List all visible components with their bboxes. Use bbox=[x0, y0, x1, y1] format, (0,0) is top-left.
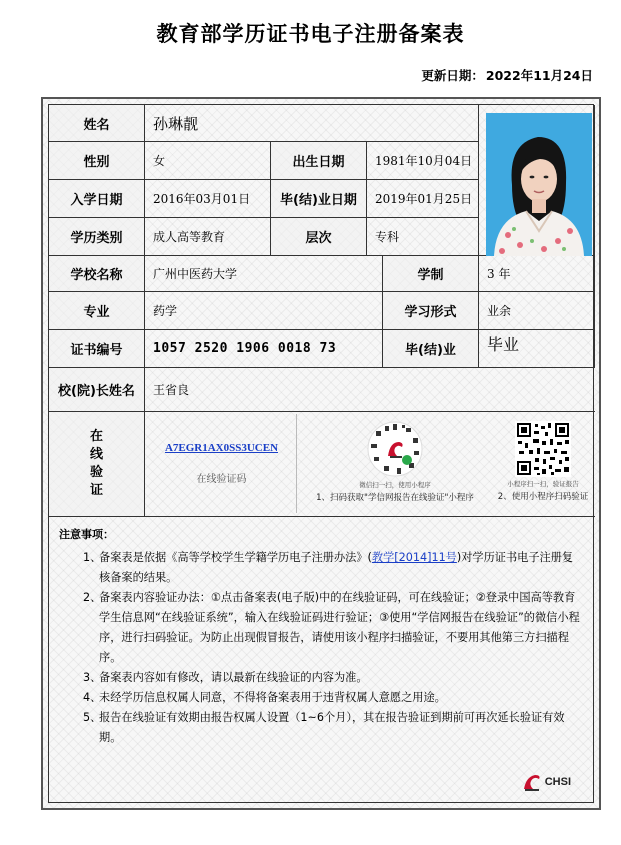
form-label: 学习形式 bbox=[383, 292, 479, 330]
major-label: 专业 bbox=[49, 292, 145, 330]
chsi-logo bbox=[521, 772, 571, 792]
name-value: 孙琳靓 bbox=[145, 105, 479, 142]
note-text: 备案表内容如有修改，请以最新在线验证的内容为准。 bbox=[99, 671, 368, 684]
page-title: 教育部学历证书电子注册备案表 bbox=[156, 22, 465, 46]
birth-label: 出生日期 bbox=[271, 142, 367, 180]
name-label: 姓名 bbox=[49, 105, 145, 142]
verify-char: 线 bbox=[89, 447, 103, 462]
status-label: 毕(结)业 bbox=[383, 330, 479, 368]
note-number: 2、 bbox=[83, 591, 102, 604]
verify-code-box bbox=[147, 414, 297, 513]
chsi-logo-icon bbox=[521, 772, 543, 792]
portrait-image bbox=[486, 113, 592, 256]
note-text: 未经学历信息权属人同意，不得将备案表用于违背权属人意愿之用途。 bbox=[99, 691, 446, 704]
school-value: 广州中医药大学 bbox=[145, 256, 383, 292]
note-text: 报告在线验证有效期由报告权属人设置（1~6个月），其在报告验证到期前可再次延长验证有效期。 bbox=[99, 711, 565, 744]
verify-area bbox=[145, 412, 595, 517]
level-label: 层次 bbox=[271, 218, 367, 256]
gender-value: 女 bbox=[145, 142, 271, 180]
president-value: 王省良 bbox=[145, 368, 595, 412]
edu-type-label: 学历类别 bbox=[49, 218, 145, 256]
edu-type-value: 成人高等教育 bbox=[145, 218, 271, 256]
mini-program-step: 1、扫码获取"学信网报告在线验证"小程序 bbox=[316, 493, 474, 503]
note-number: 3、 bbox=[83, 671, 102, 684]
qr-box bbox=[493, 414, 593, 513]
record-frame bbox=[41, 97, 601, 810]
notes-title: 注意事项： bbox=[59, 528, 114, 541]
major-value: 药学 bbox=[145, 292, 383, 330]
president-label: 校(院)长姓名 bbox=[49, 368, 145, 412]
note-text: )对学历证书电子注册复核备案的结果。 bbox=[99, 551, 574, 584]
qr-hint: 小程序扫一扫，验证报告 bbox=[507, 480, 579, 488]
update-date-value: 2022年11月24日 bbox=[485, 68, 593, 83]
cert-number: 1057 2520 1906 0018 73 bbox=[145, 330, 383, 368]
note-item bbox=[59, 548, 581, 588]
mini-program-hint: 微信扫一扫，使用小程序 bbox=[359, 481, 431, 489]
mini-program-code-icon[interactable] bbox=[366, 420, 424, 478]
student-photo bbox=[486, 113, 592, 256]
note-item bbox=[59, 668, 581, 688]
cert-label: 证书编号 bbox=[49, 330, 145, 368]
record-table bbox=[48, 104, 594, 803]
form-value: 业余 bbox=[479, 292, 595, 330]
note-number: 1、 bbox=[83, 551, 102, 564]
verify-char: 在 bbox=[89, 429, 103, 444]
grad-value: 2019年01月25日 bbox=[367, 180, 479, 218]
note-text: 备案表是依据《高等学校学生学籍学历电子注册办法》( bbox=[99, 551, 372, 564]
verify-label bbox=[49, 412, 145, 517]
gender-label: 性别 bbox=[49, 142, 145, 180]
note-text: 备案表内容验证办法：①点击备案表(电子版)中的在线验证码，可在线验证；②登录中国高等教育学生信息网“在线验证系统”，输入在线验证码进行验证；③使用“学信网报告在线验证”的微信小程序，进行扫码验证。为防止出现假冒报告，请使用该小程序扫描验证，不要用其他第三方扫描程序。 bbox=[99, 591, 580, 664]
note-item bbox=[59, 688, 581, 708]
verify-char: 验 bbox=[89, 465, 103, 480]
grad-label: 毕(结)业日期 bbox=[271, 180, 367, 218]
mini-program-box bbox=[305, 414, 485, 513]
qr-step: 2、使用小程序扫码验证 bbox=[497, 492, 589, 502]
update-date-label: 更新日期： bbox=[421, 68, 484, 83]
birth-value: 1981年10月04日 bbox=[367, 142, 479, 180]
duration-label: 学制 bbox=[383, 256, 479, 292]
notes-section bbox=[49, 517, 595, 804]
note-item bbox=[59, 588, 581, 668]
enroll-label: 入学日期 bbox=[49, 180, 145, 218]
status-value: 毕业 bbox=[479, 330, 595, 368]
note-item bbox=[59, 708, 581, 748]
verify-code-caption: 在线验证码 bbox=[196, 474, 247, 485]
school-label: 学校名称 bbox=[49, 256, 145, 292]
note-number: 4、 bbox=[83, 691, 102, 704]
level-value: 专科 bbox=[367, 218, 479, 256]
update-date bbox=[421, 66, 593, 84]
regulation-link[interactable]: 教学[2014]11号 bbox=[371, 551, 457, 564]
note-number: 5、 bbox=[83, 711, 102, 724]
chsi-logo-text: CHSI bbox=[544, 776, 571, 788]
duration-value: 3 年 bbox=[479, 256, 595, 292]
verify-code-link[interactable]: A7EGR1AX0SS3UCEN bbox=[164, 442, 279, 454]
qr-code-icon[interactable] bbox=[515, 421, 571, 477]
enroll-value: 2016年03月01日 bbox=[145, 180, 271, 218]
verify-char: 证 bbox=[89, 483, 103, 498]
